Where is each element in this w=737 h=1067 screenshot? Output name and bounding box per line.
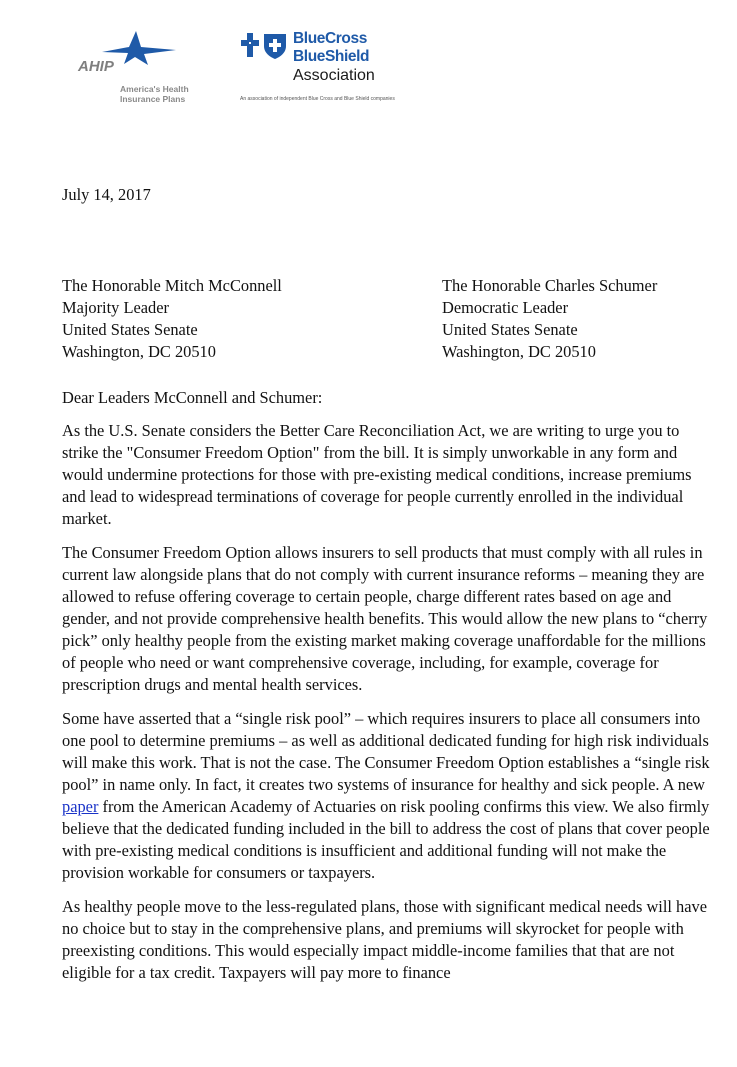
recipient-name: The Honorable Mitch McConnell: [62, 276, 282, 295]
recipient-org: United States Senate: [442, 320, 578, 339]
blue-cross-icon: [240, 32, 260, 58]
recipient-title: Majority Leader: [62, 298, 169, 317]
bcbs-tagline: An association of independent Blue Cross and Blue Shield companies: [240, 96, 395, 102]
paragraph-2: The Consumer Freedom Option allows insurers to sell products that must comply with all rules in current law alongside plans that do not comply with current insurance reforms – meaning they are allowed to refuse offering coverage to certain people, charge different rates based on age and gender, and not provide comprehensive health benefits. This would allow the new plans to “cherry pick” only healthy people from the existing market making coverage unaffordable for the millions of people who need or want comprehensive coverage, including, for example, coverage for prescription drugs and mental health services.: [62, 543, 708, 694]
blue-shield-icon: [262, 32, 288, 60]
letter-date: July 14, 2017: [62, 185, 151, 204]
paragraph-4: As healthy people move to the less-regulated plans, those with significant medical needs will have no choice but to stay in the comprehensive plans, and premiums will skyrocket for people with preexisting conditions. This would especially impact middle-income families that that are not eligible for a tax credit. Taxpayers will pay more to finance: [62, 897, 707, 982]
salutation: Dear Leaders McConnell and Schumer:: [62, 388, 323, 407]
recipient-org: United States Senate: [62, 320, 198, 339]
recipient-city: Washington, DC 20510: [442, 342, 596, 361]
bcbs-association: Association: [293, 67, 375, 84]
paragraph-3: Some have asserted that a “single risk pool” – which requires insurers to place all consumers into one pool to determine premiums – as well as additional dedicated funding for high risk individuals will make this work. That is not the case. The Consumer Freedom Option establishes a “single risk pool” in name only. In fact, it creates two systems of insurance for healthy and sick people. A new paper from the American Academy of Actuaries on risk pooling confirms this view. We also firmly believe that the dedicated funding included in the bill to address the cost of plans that cover people with pre-existing medical conditions is insufficient and additional funding will not make the provision workable for consumers or taxpayers.: [62, 709, 710, 882]
ahip-wordmark: AHIP: [78, 58, 114, 75]
recipient-address-right: [442, 275, 657, 363]
bcbs-logo: [240, 30, 395, 110]
ahip-tagline: America's Health Insurance Plans: [120, 84, 189, 104]
paragraph-1: As the U.S. Senate considers the Better Care Reconciliation Act, we are writing to urge you to strike the "Consumer Freedom Option" from the bill. It is simply unworkable in any form and would undermine protections for those with pre-existing medical conditions, increase premiums and lead to widespread terminations of coverage for people currently enrolled in the individual market.: [62, 421, 692, 528]
ahip-logo: [74, 30, 206, 110]
paper-link[interactable]: paper: [62, 797, 99, 816]
recipient-address-left: [62, 275, 282, 363]
recipient-name: The Honorable Charles Schumer: [442, 276, 658, 295]
bcbs-name: BlueCross BlueShield: [293, 30, 370, 65]
recipient-title: Democratic Leader: [442, 298, 569, 317]
letter-body: [62, 420, 712, 996]
recipient-city: Washington, DC 20510: [62, 342, 216, 361]
